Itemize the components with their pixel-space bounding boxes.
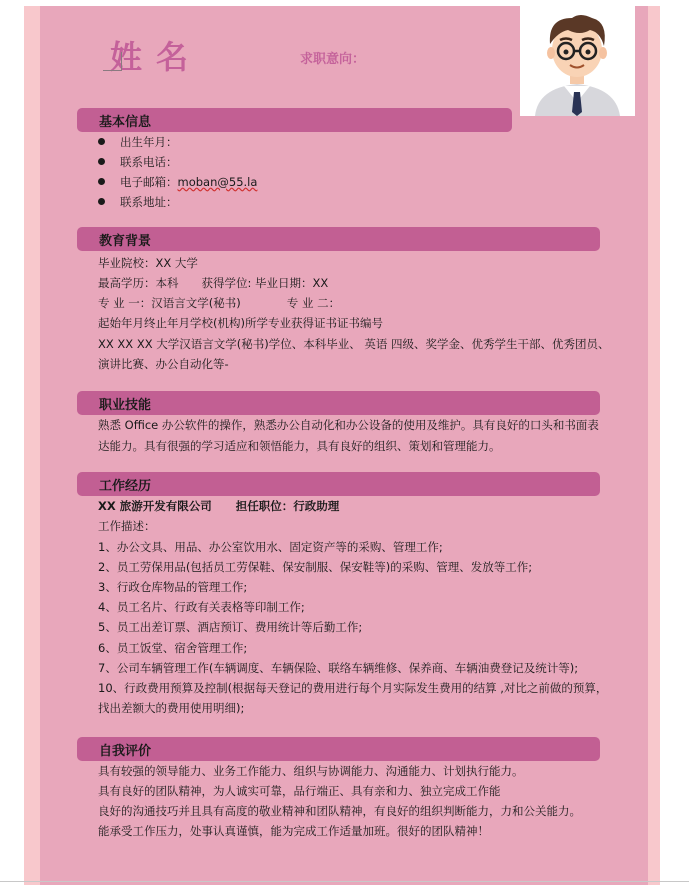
section-header-basic (77, 108, 512, 132)
profile-photo[interactable] (520, 6, 635, 116)
email-value: moban@55.la (177, 175, 258, 189)
section-title: 职业技能 (99, 398, 152, 413)
email-field[interactable] (120, 174, 257, 190)
section-header-work (77, 472, 600, 496)
company-name: XX 旅游开发有限公司 (98, 499, 212, 513)
skills-line[interactable]: 达能力。具有很强的学习适应和领悟能力，具有良好的组织、策划和管理能力。 (98, 439, 501, 453)
company-line[interactable] (98, 498, 339, 514)
education-detail-line[interactable]: XX XX XX 大学汉语言文学(秘书)学位、本科毕业、 英语 四级、奖学金、优秀学生干部、优秀团员、 (98, 337, 610, 351)
section-title: 工作经历 (99, 479, 152, 494)
section-title: 自我评价 (99, 744, 152, 759)
bullet-dot-icon (98, 138, 105, 145)
address-field[interactable]: 联系地址： (120, 195, 178, 209)
work-item[interactable]: 6、员工饭堂、宿舍管理工作; (98, 641, 248, 655)
degree-line[interactable]: 最高学历：本科 获得学位: 毕业日期：XX (98, 276, 329, 290)
work-item[interactable]: 3、行政仓库物品的管理工作; (98, 580, 248, 594)
self-eval-line[interactable]: 良好的沟通技巧并且具有高度的敬业精神和团队精神，有良好的组织判断能力，力和公关能力。 (98, 804, 581, 818)
work-item[interactable]: 10、行政费用预算及控制(根据每天登记的费用进行每个月实际发生费用的结算 ,对比之前做的预算， (98, 681, 608, 695)
position-title: 担任职位：行政助理 (235, 499, 340, 513)
school-line[interactable]: 毕业院校：XX 大学 (98, 256, 198, 270)
phone-field[interactable]: 联系电话： (120, 155, 178, 169)
cartoon-avatar-icon (520, 6, 635, 116)
section-header-education (77, 227, 600, 251)
education-detail-line[interactable]: 演讲比赛、办公自动化等- (98, 357, 229, 371)
page-bottom-divider (0, 881, 689, 882)
work-item[interactable]: 7、公司车辆管理工作(车辆调度、车辆保险、联络车辆维修、保养商、车辆油费登记及统计等); (98, 661, 579, 675)
bullet-dot-icon (98, 198, 105, 205)
work-item[interactable]: 找出差额大的费用使用明细); (98, 701, 245, 715)
bullet-dot-icon (98, 158, 105, 165)
section-header-self (77, 737, 600, 761)
work-item[interactable]: 4、员工名片、行政有关表格等印制工作; (98, 600, 305, 614)
section-title: 基本信息 (99, 115, 152, 130)
majors-line[interactable]: 专 业 一：汉语言文学(秘书) 专 业 二： (98, 296, 341, 310)
email-label: 电子邮箱： (120, 175, 178, 189)
skills-line[interactable]: 熟悉 Office 办公软件的操作，熟悉办公自动化和办公设备的使用及维护。具有良好的口头和书面表 (98, 418, 599, 432)
birth-field[interactable]: 出生年月： (120, 135, 178, 149)
self-eval-line[interactable]: 具有较强的领导能力、业务工作能力、组织与协调能力、沟通能力、计划执行能力。 (98, 764, 524, 778)
work-item[interactable]: 1、办公文具、用品、办公室饮用水、固定资产等的采购、管理工作; (98, 540, 443, 554)
job-intent-label[interactable]: 求职意向： (300, 52, 366, 67)
work-desc-label[interactable]: 工作描述： (98, 519, 156, 533)
section-title: 教育背景 (99, 234, 152, 249)
work-item[interactable]: 5、员工出差订票、酒店预订、费用统计等后勤工作; (98, 620, 363, 634)
self-eval-line[interactable]: 具有良好的团队精神，为人诚实可靠，品行端正、具有亲和力、独立完成工作能 (98, 784, 501, 798)
candidate-name[interactable]: 姓名 (110, 38, 203, 76)
timeline-line[interactable]: 起始年月终止年月学校(机构)所学专业获得证书证书编号 (98, 316, 383, 330)
bullet-dot-icon (98, 178, 105, 185)
section-header-skills (77, 391, 600, 415)
self-eval-line[interactable]: 能承受工作压力，处事认真谨慎，能为完成工作适量加班。很好的团队精神！ (98, 824, 489, 838)
text-cursor-corner-mark (103, 52, 122, 71)
work-item[interactable]: 2、员工劳保用品(包括员工劳保鞋、保安制服、保安鞋等)的采购、管理、发放等工作; (98, 560, 533, 574)
